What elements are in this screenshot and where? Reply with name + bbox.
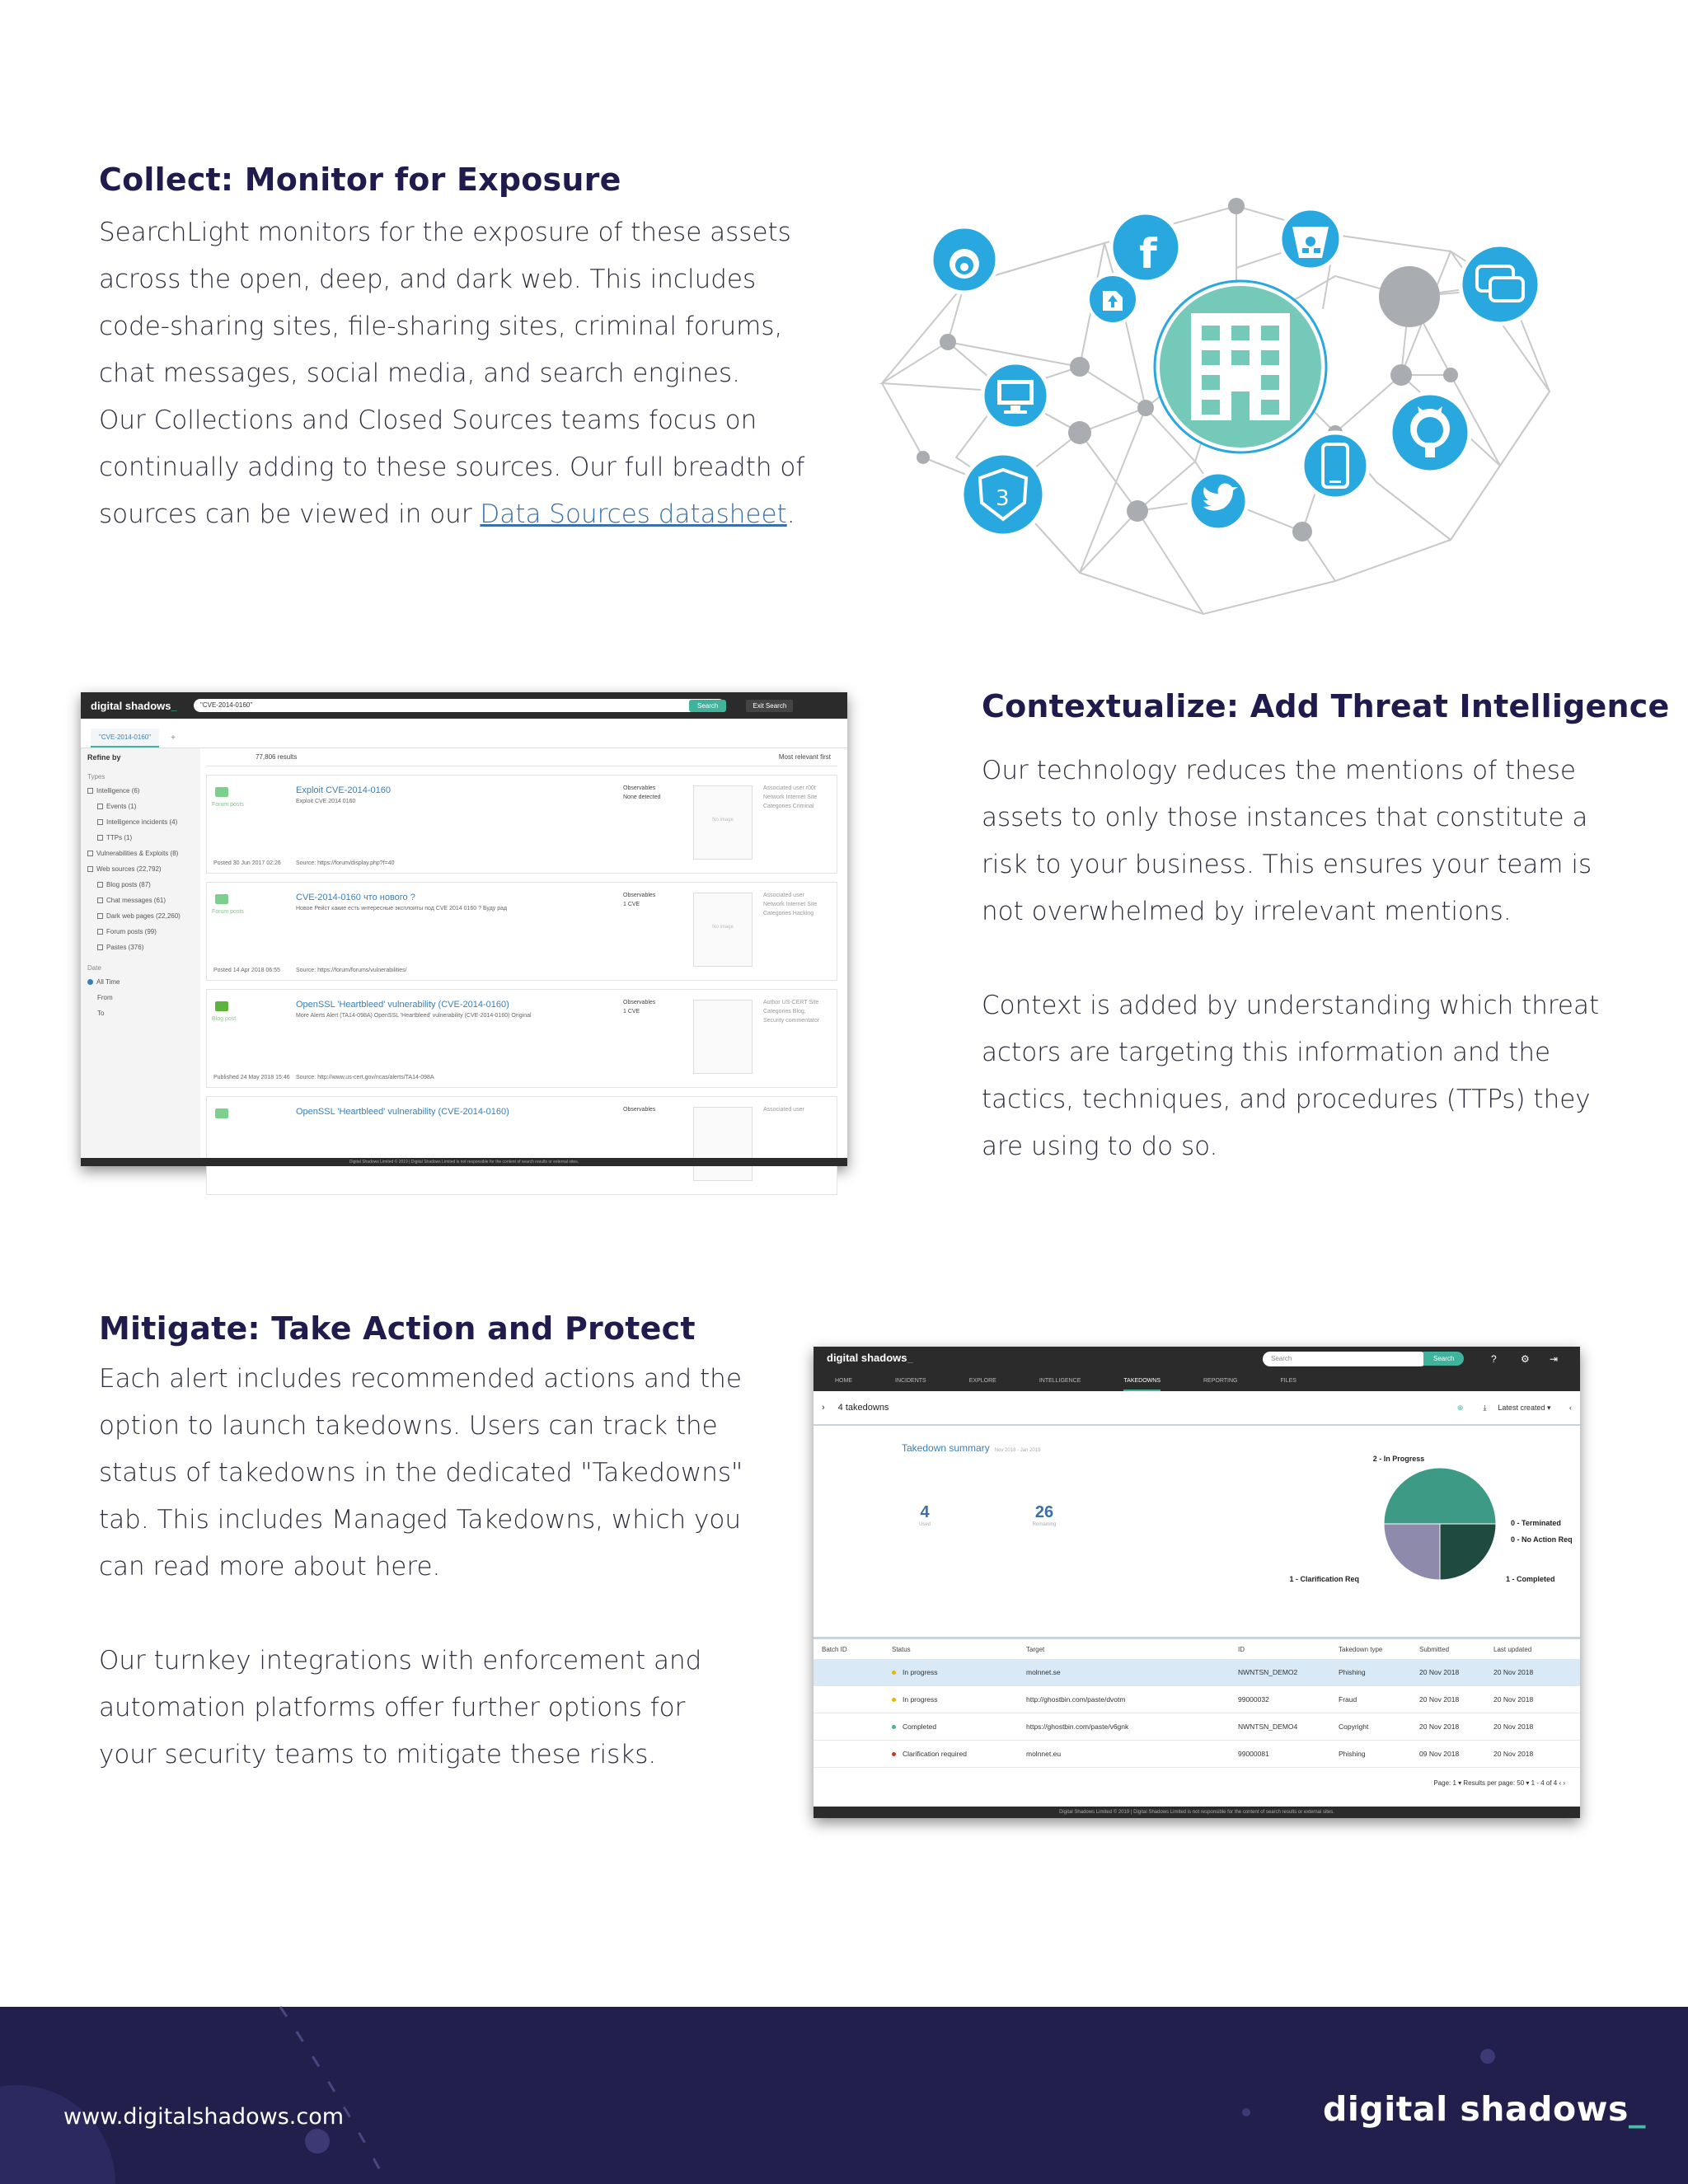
column-header[interactable]: Batch ID (822, 1646, 847, 1653)
observables-value: 1 CVE (623, 1009, 640, 1015)
filter-label: Vulnerabilities & Exploits (8) (96, 850, 179, 857)
cell-id (1238, 1668, 1297, 1676)
summary-range: Nov 2018 - Jan 2019 (994, 1448, 1041, 1453)
text-line: code-sharing sites, file-sharing sites, criminal forums, (99, 312, 783, 341)
source-type-icon (215, 787, 228, 797)
type-filter-item[interactable] (87, 865, 194, 873)
observables-label: Observables (623, 785, 656, 791)
column-header[interactable]: Last updated (1493, 1646, 1532, 1653)
summary-title-text: Takedown summary (902, 1442, 990, 1454)
cell-text: 20 Nov 2018 (1493, 1722, 1534, 1731)
search-button[interactable]: Search (1423, 1352, 1464, 1366)
text-line: risk to your business. This ensures your team is (982, 850, 1592, 879)
takedown-pie-chart (1289, 1446, 1580, 1586)
text-line: Our Collections and Closed Sources teams focus on (99, 405, 757, 435)
result-date: Published 24 May 2018 15:46 (213, 1075, 290, 1080)
filter-label: Forum posts (99) (106, 928, 157, 935)
cell-id (1238, 1722, 1297, 1731)
table-row[interactable] (814, 1659, 1580, 1686)
filter-label: Intelligence incidents (4) (106, 818, 178, 826)
observables (623, 784, 661, 802)
search-input[interactable]: Search (1263, 1352, 1428, 1366)
date-to[interactable] (87, 1010, 194, 1017)
result-date: Posted 30 Jun 2017 02:26 (213, 860, 281, 866)
used-label: Used (918, 1522, 931, 1527)
filter-label: Pastes (376) (106, 944, 144, 951)
nav-tab[interactable]: INCIDENTS (895, 1378, 926, 1384)
source-type-icon (215, 1001, 228, 1011)
exit-search-button[interactable]: Exit Search (746, 700, 793, 712)
results-panel (206, 748, 837, 1158)
footer-logo (1323, 2089, 1646, 2129)
data-sources-link[interactable]: Data Sources datasheet (480, 499, 787, 529)
status-dot (892, 1725, 896, 1729)
filter-label: Dark web pages (22,260) (106, 912, 181, 920)
pie-label: 0 - No Action Req (1511, 1535, 1573, 1544)
result-meta: Associated user r00t Network Internet Site Categories Criminal (763, 785, 818, 809)
cell-updated (1493, 1668, 1533, 1676)
status-dot (892, 1698, 896, 1702)
cell-text[interactable]: https://ghostbin.com/paste/v6gnk (1026, 1722, 1129, 1731)
cell-text[interactable]: molnnet.eu (1026, 1750, 1062, 1758)
type-filter-item[interactable] (87, 850, 194, 857)
results-bar (206, 748, 837, 766)
cell-updated (1493, 1750, 1533, 1758)
mitigate-paragraph (99, 1356, 775, 1779)
cell-text: 20 Nov 2018 (1419, 1722, 1460, 1731)
observables-label: Observables (623, 1000, 656, 1005)
download-icon[interactable]: ⤓ (1483, 1403, 1487, 1412)
checkbox[interactable] (97, 944, 103, 950)
pie-label: 0 - Terminated (1511, 1519, 1561, 1527)
type-filter-item[interactable] (87, 897, 194, 904)
result-source: Source: https://forum/forums/vulnerabilities/ (296, 968, 407, 973)
filter-label: Chat messages (61) (106, 897, 166, 904)
cell-updated (1493, 1722, 1533, 1731)
remaining-count (1011, 1503, 1077, 1527)
brand-text: digital shadows (827, 1352, 907, 1364)
result-thumbnail (693, 1000, 753, 1074)
result-snippet: Exploit CVE 2014 0160 (296, 799, 356, 804)
takedowns-bar (814, 1391, 1580, 1426)
cell-text: In progress (903, 1668, 938, 1676)
types-label: Types (87, 773, 106, 780)
type-filter-item[interactable] (87, 787, 194, 794)
takedowns-screenshot (814, 1347, 1580, 1818)
screenshot-footer: Digital Shadows Limited © 2019 | Digital Shadows Limited is not responsible for the content of search results or external sites. (814, 1807, 1580, 1818)
pagination[interactable]: Page: 1 ▾ Results per page: 50 ▾ 1 - 4 of 4 ‹ › (1433, 1779, 1565, 1787)
table-row[interactable] (814, 1741, 1580, 1768)
cell-text[interactable]: molnnet.se (1026, 1668, 1061, 1676)
twitter-icon (1189, 472, 1247, 530)
cell-text: Phishing (1339, 1750, 1366, 1758)
result-thumbnail (693, 893, 753, 967)
add-icon[interactable]: ⊕ (1456, 1403, 1464, 1412)
cell-updated (1493, 1695, 1533, 1704)
column-header[interactable]: Target (1026, 1646, 1045, 1653)
cell-text: 20 Nov 2018 (1419, 1668, 1460, 1676)
brand-text: digital shadows (91, 699, 171, 712)
cell-type (1339, 1722, 1368, 1731)
result-snippet: Новое Рейст какие есть интересные эксплоиты под CVE 2014 0160 ? Буду рад (296, 906, 508, 912)
cell-target (1026, 1668, 1061, 1676)
cell-submitted (1419, 1668, 1459, 1676)
screenshot-footer: Digital Shadows Limited © 2019 | Digital Shadows Limited is not responsible for the content of search results or external sites. (81, 1158, 847, 1166)
checkbox[interactable] (97, 913, 103, 919)
sort-select[interactable]: ⊕ ⤓ Latest created ▾ ‹ (1456, 1403, 1572, 1412)
facebook-icon (1111, 213, 1180, 282)
text-line: are using to do so. (982, 1132, 1218, 1161)
type-filter-item[interactable] (87, 803, 194, 810)
search-input[interactable]: "CVE-2014-0160" (194, 699, 725, 712)
used-value: 4 (920, 1503, 930, 1521)
observables-label: Observables (623, 893, 656, 898)
collapse-icon[interactable]: ‹ (1569, 1403, 1572, 1412)
chat-icon (1461, 245, 1540, 324)
cell-text: 20 Nov 2018 (1493, 1668, 1534, 1676)
takedown-count: 4 takedowns (837, 1403, 889, 1413)
brand-underscore: _ (171, 699, 177, 712)
table-row[interactable] (814, 1713, 1580, 1741)
cell-id (1238, 1750, 1269, 1758)
monitor-icon (982, 363, 1048, 429)
contextualize-paragraph (982, 748, 1641, 1170)
observables-label: Observables (623, 1107, 656, 1113)
cell-submitted (1419, 1750, 1459, 1758)
text-line: tab. This includes Managed Takedowns, which you (99, 1505, 741, 1535)
checkbox[interactable] (87, 788, 93, 794)
source-type-icon (215, 894, 228, 904)
table-header (814, 1637, 1580, 1655)
pie-slice-in-progress[interactable] (1384, 1468, 1496, 1524)
status-dot (892, 1671, 896, 1675)
cell-text: 20 Nov 2018 (1493, 1695, 1534, 1704)
cell-text: NWNTSN_DEMO4 (1238, 1722, 1298, 1731)
pie-label: 1 - Clarification Req (1289, 1575, 1359, 1583)
add-tab-icon[interactable]: + (171, 733, 176, 743)
mitigate-heading: Mitigate: Take Action and Protect (99, 1310, 696, 1347)
date-all-time[interactable] (87, 978, 194, 986)
checkbox[interactable] (97, 898, 103, 903)
sort-select[interactable]: Most relevant first (778, 753, 831, 761)
cell-text: Fraud (1339, 1695, 1357, 1704)
svg-text:3: 3 (996, 486, 1010, 511)
text-line: automation platforms offer further options for (99, 1693, 686, 1722)
collect-heading: Collect: Monitor for Exposure (99, 162, 621, 198)
checkbox[interactable] (87, 851, 93, 856)
result-card[interactable] (206, 1096, 837, 1195)
result-meta: Associated user Network Internet Site Categories Hacking (763, 893, 818, 916)
pie-label: 2 - In Progress (1372, 1455, 1425, 1463)
cell-text: 09 Nov 2018 (1419, 1750, 1460, 1758)
tor-icon (931, 227, 997, 293)
text-line: actors are targeting this information and the (982, 1038, 1551, 1067)
tab-search[interactable]: "CVE-2014-0160" (91, 729, 159, 748)
observables (623, 1105, 655, 1114)
explore-screenshot (81, 692, 847, 1166)
cell-target (1026, 1722, 1128, 1731)
date-from[interactable] (87, 994, 194, 1001)
result-card[interactable] (206, 989, 837, 1088)
cell-text: 99000032 (1238, 1695, 1269, 1704)
github-icon (1390, 393, 1470, 472)
cell-text: 99000081 (1238, 1750, 1269, 1758)
filter-label: Intelligence (6) (96, 787, 140, 794)
sort-label: Latest created (1498, 1403, 1545, 1412)
checkbox[interactable] (97, 804, 103, 809)
chevron-right-icon[interactable]: › (822, 1403, 825, 1413)
nav-tab[interactable]: FILES (1280, 1378, 1296, 1384)
text-line: Context is added by understanding which threat (982, 991, 1600, 1020)
type-filter-item[interactable] (87, 944, 194, 951)
text-line: SearchLight monitors for the exposure of these assets (99, 218, 791, 247)
checkbox[interactable] (87, 866, 93, 872)
network-illustration (874, 185, 1566, 614)
remaining-label: Remaining (1032, 1522, 1057, 1527)
website-url[interactable]: www.digitalshadows.com (63, 2104, 345, 2130)
cell-text: In progress (903, 1695, 938, 1704)
result-title[interactable]: OpenSSL 'Heartbleed' vulnerability (CVE-2014-0160) (296, 1107, 509, 1117)
text-line: not overwhelmed by irrelevant mentions. (982, 897, 1512, 926)
main-nav (814, 1375, 1318, 1391)
mobile-icon (1302, 433, 1368, 499)
page-footer (0, 2007, 1688, 2184)
text-line: across the open, deep, and dark web. This includes (99, 265, 757, 294)
column-header[interactable]: Takedown type (1339, 1646, 1383, 1653)
cell-type (1339, 1668, 1366, 1676)
text-line: assets to only those instances that constitute a (982, 803, 1588, 832)
svg-text:f: f (1139, 230, 1157, 278)
text-line: continually adding to these sources. Our full breadth of (99, 452, 805, 482)
date-from-label: From (97, 994, 113, 1001)
date-to-label: To (97, 1010, 105, 1017)
cell-target (1026, 1750, 1061, 1758)
type-filter-item[interactable] (87, 881, 194, 888)
pie-slice-completed[interactable] (1440, 1524, 1496, 1580)
text-line: chat messages, social media, and search engines. (99, 359, 740, 388)
filter-label: TTPs (1) (106, 834, 133, 841)
source-type: Forum posts (212, 909, 244, 915)
contextualize-heading: Contextualize: Add Threat Intelligence (982, 688, 1670, 724)
checkbox[interactable] (97, 835, 103, 841)
building-icon (1155, 281, 1326, 452)
nav-tab[interactable]: HOME (835, 1378, 852, 1384)
cell-text: Completed (903, 1722, 937, 1731)
column-header[interactable]: ID (1238, 1646, 1245, 1653)
takedown-summary (814, 1429, 1580, 1590)
cell-status (892, 1668, 938, 1676)
source-type: Forum posts (212, 802, 244, 808)
cell-status (892, 1695, 938, 1704)
text-line: status of takedowns in the dedicated "Takedowns" (99, 1458, 743, 1488)
remaining-value: 26 (1034, 1503, 1054, 1521)
cell-text: 20 Nov 2018 (1493, 1750, 1534, 1758)
cell-submitted (1419, 1695, 1459, 1704)
brand-underscore: _ (907, 1352, 913, 1364)
type-filter-item[interactable] (87, 928, 194, 935)
text-line: option to launch takedowns. Users can track the (99, 1411, 718, 1441)
thumbnail-text: No image (712, 818, 734, 823)
result-source: Source: http://www.us-cert.gov/ncas/alerts/TA14-098A (296, 1075, 434, 1080)
checkbox[interactable] (97, 929, 103, 935)
text-line: Each alert includes recommended actions and the (99, 1364, 742, 1394)
nav-tab[interactable]: REPORTING (1203, 1378, 1238, 1384)
gear-icon[interactable]: ⚙ (1521, 1353, 1530, 1365)
text-line: Our technology reduces the mentions of these (982, 756, 1577, 785)
nav-tab[interactable]: TAKEDOWNS (1123, 1375, 1160, 1391)
result-thumbnail (693, 1107, 753, 1181)
pie-label: 1 - Completed (1506, 1575, 1555, 1583)
result-source: Source: https://forum/display.php?f=40 (296, 860, 395, 866)
cell-submitted (1419, 1722, 1459, 1731)
refine-sidebar (81, 748, 200, 1158)
tab-strip (81, 719, 847, 748)
source-type-icon (215, 1108, 228, 1118)
thumbnail-text: No image (712, 925, 734, 930)
filter-label: Web sources (22,792) (96, 865, 162, 873)
text-line: Our turnkey integrations with enforcement and (99, 1646, 702, 1675)
refine-label: Refine by (87, 753, 121, 762)
text-fragment: . (786, 499, 795, 529)
cell-text: NWNTSN_DEMO2 (1238, 1668, 1298, 1676)
checkbox[interactable] (97, 882, 103, 888)
date-all-label: All Time (96, 978, 120, 986)
column-header[interactable]: Submitted (1419, 1646, 1450, 1653)
observables-value: 1 CVE (623, 902, 640, 907)
type-filter-item[interactable] (87, 818, 194, 826)
cell-text: Clarification required (903, 1750, 967, 1758)
type-filter-list (87, 787, 194, 951)
help-icon[interactable]: ? (1491, 1353, 1497, 1365)
type-filter-item[interactable] (87, 834, 194, 841)
logo-text: digital shadows (1323, 2089, 1629, 2129)
type-filter-item[interactable] (87, 912, 194, 920)
cell-status (892, 1722, 936, 1731)
cell-text: Phishing (1339, 1668, 1366, 1676)
observables (623, 998, 655, 1016)
checkbox[interactable] (97, 819, 103, 825)
cell-type (1339, 1750, 1366, 1758)
text-line (99, 491, 824, 538)
text-line: tactics, techniques, and procedures (TTPs) they (982, 1085, 1591, 1114)
result-card[interactable] (206, 775, 837, 874)
nav-tab[interactable]: INTELLIGENCE (1039, 1378, 1081, 1384)
filter-label: Blog posts (87) (106, 881, 151, 888)
result-list (206, 775, 837, 1195)
result-snippet: More Alerts Alert (TA14-098A) OpenSSL 'Heartbleed' vulnerability (CVE-2014-0160) Original (296, 1013, 532, 1019)
top-bar (814, 1347, 1580, 1391)
pie-slice-clarification-req[interactable] (1384, 1524, 1440, 1580)
result-meta: Author US-CERT Site Categories Blog, Security commentator (763, 1000, 820, 1024)
filter-label: Events (1) (106, 803, 137, 810)
logo-underscore: _ (1628, 2089, 1646, 2129)
cell-status (892, 1750, 967, 1758)
result-title[interactable]: OpenSSL 'Heartbleed' vulnerability (CVE-2014-0160) (296, 1000, 509, 1010)
bucket-icon (1280, 209, 1341, 269)
result-card[interactable] (206, 882, 837, 981)
cell-target (1026, 1695, 1125, 1704)
brand-logo (827, 1352, 913, 1364)
cell-text: 20 Nov 2018 (1419, 1695, 1460, 1704)
text-fragment: sources can be viewed in our (99, 499, 481, 529)
cell-text: Copyright (1339, 1722, 1369, 1731)
used-count (892, 1503, 958, 1527)
collect-paragraph (99, 209, 824, 538)
source-type: Blog post (212, 1016, 237, 1022)
nav-tab[interactable]: EXPLORE (968, 1378, 996, 1384)
date-label: Date (87, 964, 101, 972)
status-dot (892, 1752, 896, 1756)
brand-logo (91, 700, 194, 712)
text-line: your security teams to mitigate these risks. (99, 1740, 657, 1769)
result-title[interactable]: CVE-2014-0160 что нового ? (296, 893, 415, 902)
result-title[interactable]: Exploit CVE-2014-0160 (296, 785, 391, 795)
summary-title (902, 1442, 1040, 1454)
results-count: 77,806 results (256, 753, 298, 761)
text-line: can read more about here. (99, 1552, 441, 1582)
column-header[interactable]: Status (892, 1646, 911, 1653)
table-row[interactable] (814, 1686, 1580, 1713)
shield-icon (962, 453, 1044, 536)
observables (623, 891, 655, 909)
result-date: Posted 14 Apr 2018 06:55 (213, 968, 280, 973)
upload-icon (1088, 274, 1137, 324)
result-thumbnail (693, 785, 753, 860)
cell-id (1238, 1695, 1269, 1704)
result-meta: Associated user (763, 1107, 804, 1113)
cell-text[interactable]: http://ghostbin.com/paste/dvotm (1026, 1695, 1126, 1704)
logout-icon[interactable]: ⇥ (1550, 1353, 1559, 1365)
search-button[interactable]: Search (689, 700, 726, 712)
observables-value: None detected (623, 794, 661, 800)
cell-type (1339, 1695, 1357, 1704)
top-bar (81, 692, 847, 719)
